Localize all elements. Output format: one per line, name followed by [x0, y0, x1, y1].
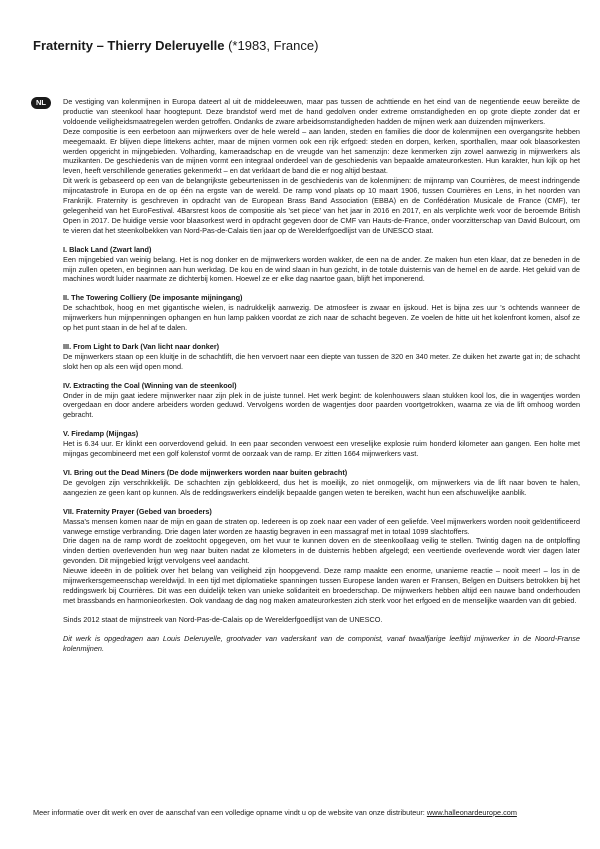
section-text: Een mijngebied van weinig belang. Het is nog donker en de mijnwerkers worden wakker, de een na de ander. Ze maken hun eten klaar, dat ze beneden in de mijn zullen opeten, en beginnen aan hun werkdag. De kou en de wind slaan in hun gezicht, in de totale duisternis van de hemel en de aarde. Het geluid van de machines wordt luider naarmate ze dichterbij komen. Hoewel ze er elke dag naartoe gaan, blijft het imponerend.	[63, 254, 580, 284]
footer	[33, 808, 573, 817]
intro-paragraph: Deze compositie is een eerbetoon aan mijnwerkers over de hele wereld – aan landen, steden en families die door de kolenmijnen een overgangsrite hebben meegemaakt. Er blijven diepe littekens achter, maar de mijnen vormen ook een rijk erfgoed: steden en dorpen, kerken, sporthallen, maar ook blaasorkesten werden opgericht in mijngebieden. Volharding, kameraadschap en de vreugde van het samenzijn: deze kenmerken zijn zowel aanwezig in mijnwerkers als muzikanten. De geschiedenis van de mijnen vormt een integraal onderdeel van de geschiedenis van bepaalde amateurorkesten. Hun karakter, hun kijk op het leven, heeft verschillende generaties gekenmerkt – en dat verklaart de band die er nog altijd bestaat.	[63, 126, 580, 176]
distributor-link[interactable]: www.halleonardeurope.com	[426, 808, 517, 817]
section-heading: VI. Bring out the Dead Miners (De dode mijnwerkers worden naar buiten gebracht)	[63, 468, 348, 477]
footer-text: Meer informatie over dit werk en over de aanschaf van een volledige opname vindt u op de website van onze distributeur:	[33, 808, 427, 817]
title-composer: Fraternity – Thierry Deleruyelle	[33, 38, 225, 53]
section-heading: II. The Towering Colliery (De imposante mijningang)	[63, 293, 243, 303]
document-body	[63, 97, 580, 654]
section-heading: VII. Fraternity Prayer (Gebed van broeders)	[63, 506, 212, 516]
title-dates: (*1983, France)	[224, 38, 319, 53]
section-text: Drie dagen na de ramp wordt de zoektocht opgegeven, om het vuur te kunnen doven en de steenkoollaag veilig te stellen. Twintig dagen na de ontploffing vinden dertien overlevenden hun weg naar buiten nadat ze kilometers in de duisternis hebben afgelegd; een veertiende overlevende wordt vier dagen later gevonden. Dit mijngebied krijgt vervolgens veel aandacht.	[63, 536, 580, 566]
intro-paragraph: Dit werk is gebaseerd op een van de belangrijkste gebeurtenissen in de geschiedenis van de kolenmijnen: de mijnramp van Courrières, de meest indringende mijncatastrofe in Europa en de op één na ergste van de wereld. De ramp vond plaats op 10 maart 1906, tussen Courrières en Lens, in het noorden van Frankrijk. Fraternity is geschreven in opdracht van de European Brass Band Association (EBBA) en de Confédération Musicale de France (CMF), ter gelegenheid van het EuroFestival. 4Barsrest koos de compositie als 'set piece' van het jaar in 2016 en 2017, en als verplichte werk voor de beroemde British Open in 2017. De huidige versie voor blaasorkest werd in opdracht gegeven door de CMF van Hauts-de-France, onder voorzitterschap van David Bulcourt, om te vieren dat het steenkolbekken van Nord-Pas-de-Calais tien jaar op de Werelderfgoedlijst van de UNESCO staat.	[63, 176, 580, 235]
section-text: De mijnwerkers staan op een kluitje in de schachtlift, die hen vervoert naar een diepte van tussen de 320 en 340 meter. Ze duiken het zwarte gat in; de schacht slokt hen op als een wijd open mond.	[63, 351, 580, 371]
dedication: Dit werk is opgedragen aan Louis Deleruyelle, grootvader van vaderskant van de componist, vanaf twaalfjarige leeftijd mijnwerker in de Noord-Franse kolenmijnen.	[63, 633, 580, 653]
section-heading: V. Firedamp (Mijngas)	[63, 429, 139, 439]
section-text: Nieuwe ideeën in de politiek over het belang van veiligheid zijn hoopgevend. Deze ramp maakte een enorme, unanieme reactie – nooit meer! – los in de mijnwerkersgemeenschap wereldwijd. In een tijd met diplomatieke spanningen tussen Europese landen waren er Fransen, Belgen en Duitsers betrokken bij het reddingswerk bij Courrières. Dit was een duidelijk teken van unieke solidariteit en broederschap. De mijnwerkers hebben altijd een nauwe band onderhouden met brassbands en harmonieorkesten. Ook vandaag de dag nog maken amateurorkesten zich sterk voor het erfgoed en de menselijke waarden van dit gebied.	[63, 566, 580, 605]
section-heading: I. Black Land (Zwart land)	[63, 244, 152, 254]
page-title	[33, 38, 318, 53]
section-text: Massa's mensen komen naar de mijn en gaan de straten op. Iedereen is op zoek naar een vader of een geliefde. Veel mijnwerkers worden nooit geïdentificeerd vanwege ernstige verbranding. Drie dagen later worden ze haastig begraven in een massagraf met in totaal 1099 slachtoffers.	[63, 516, 580, 536]
section-text: Onder in de mijn gaat iedere mijnwerker naar zijn plek in de juiste tunnel. Het werk begint: de kolenhouwers slaan stukken kool los, die in wagentjes worden overgedaan en door andere arbeiders worden geduwd. Vervolgens worden de wagentjes door paarden voortgetrokken, waarna ze via de lift omhoog worden gebracht.	[63, 390, 580, 420]
section-heading: III. From Light to Dark (Van licht naar donker)	[63, 341, 220, 351]
section-text: De gevolgen zijn verschrikkelijk. De schachten zijn geblokkeerd, dus het is moeilijk, zo niet onmogelijk, om mijnwerkers via de lift naar boven te halen, aangezien ze geen kant op kunnen. Als de reddingswerkers eindelijk bepaalde gangen weten te bereiken, wacht hun een afschuwelijke aanblik.	[63, 477, 580, 497]
section-text: De schachtbok, hoog en met gigantische wielen, is nadrukkelijk aanwezig. De atmosfeer is zwaar en ijskoud. Het is bijna zes uur 's ochtends wanneer de mijnwerkers hun mijnpenningen ophangen en hun lamp pakken voordat ze zich naar de schacht begeven. Ze voelen de hitte uit het kolenfront komen, alsof ze op het punt staan in de hel af te dalen.	[63, 303, 580, 333]
intro-paragraph: De vestiging van kolenmijnen in Europa dateert al uit de middeleeuwen, maar pas tussen de achttiende en het eind van de negentiende eeuw bereikte de productie van steenkool haar hoogtepunt. Deze brandstof werd met de hand gedolven onder extreme omstandigheden en op grote diepte zonder dat er voldoende veiligheidsmaatregelen werden getroffen. Ondanks de zware arbeidsomstandigheden hadden de mijnen werk aan duizenden mijnwerkers.	[63, 97, 580, 126]
closing-note: Sinds 2012 staat de mijnstreek van Nord-Pas-de-Calais op de Werelderfgoedlijst van de UNESCO.	[63, 614, 383, 624]
section-heading: IV. Extracting the Coal (Winning van de steenkool)	[63, 380, 237, 390]
section-text: Het is 6.34 uur. Er klinkt een oorverdovend geluid. In een paar seconden verwoest een vreselijke explosie ruim honderd kilometer aan gangen. Een holte met mijngas gecombineerd met een golf kolenstof vormt de oorzaak van de ramp. Er zitten 1664 mijnwerkers vast.	[63, 439, 580, 459]
language-badge: NL	[31, 97, 51, 109]
